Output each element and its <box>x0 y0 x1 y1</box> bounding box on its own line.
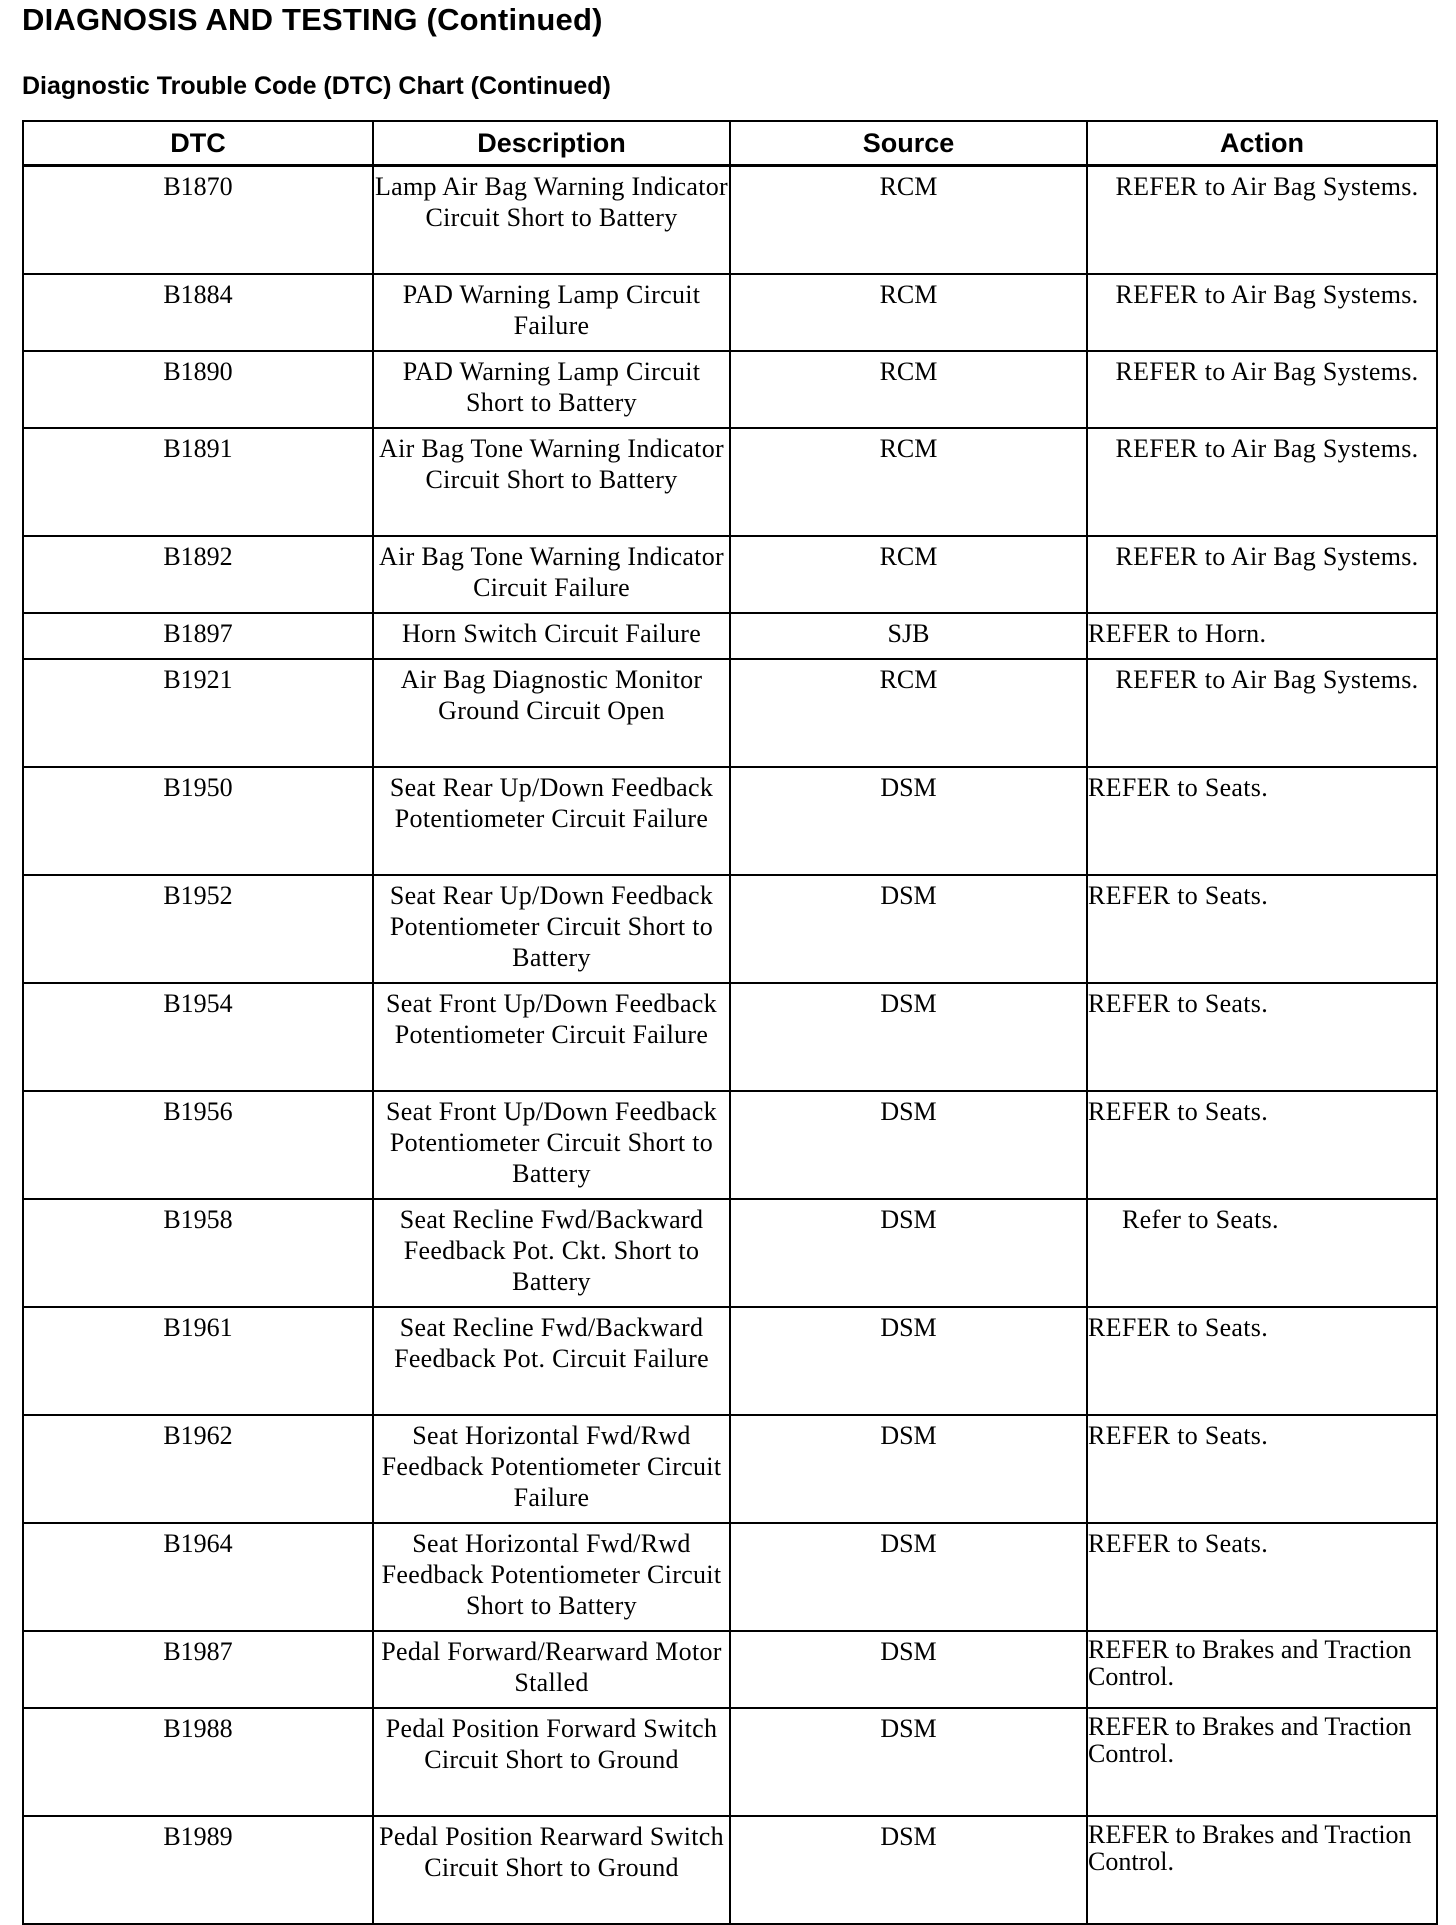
source-cell: DSM <box>730 983 1087 1091</box>
dtc-cell: B1954 <box>23 983 373 1091</box>
description-cell: PAD Warning Lamp Circuit Failure <box>373 274 730 351</box>
action-cell: REFER to Horn. <box>1087 613 1437 659</box>
source-cell: DSM <box>730 1415 1087 1523</box>
dtc-cell: B1950 <box>23 767 373 875</box>
source-cell: RCM <box>730 274 1087 351</box>
table-row <box>23 767 1437 875</box>
dtc-cell: B1958 <box>23 1199 373 1307</box>
dtc-cell: B1987 <box>23 1631 373 1708</box>
action-cell: REFER to Air Bag Systems. <box>1087 428 1437 536</box>
action-cell: REFER to Air Bag Systems. <box>1087 166 1437 275</box>
table-row <box>23 274 1437 351</box>
description-cell: Air Bag Tone Warning Indicator Circuit Short to Battery <box>373 428 730 536</box>
description-cell: Pedal Position Forward Switch Circuit Short to Ground <box>373 1708 730 1816</box>
description-cell: Horn Switch Circuit Failure <box>373 613 730 659</box>
description-cell: Seat Front Up/Down Feedback Potentiometer Circuit Failure <box>373 983 730 1091</box>
dtc-cell: B1961 <box>23 1307 373 1415</box>
table-row <box>23 1631 1437 1708</box>
table-row <box>23 1415 1437 1523</box>
action-cell: REFER to Seats. <box>1087 1091 1437 1199</box>
table-row <box>23 1199 1437 1307</box>
dtc-cell: B1989 <box>23 1816 373 1924</box>
table-row <box>23 1307 1437 1415</box>
source-cell: DSM <box>730 1307 1087 1415</box>
dtc-cell: B1870 <box>23 166 373 275</box>
description-cell: Lamp Air Bag Warning Indicator Circuit Short to Battery <box>373 166 730 275</box>
dtc-cell: B1952 <box>23 875 373 983</box>
source-cell: DSM <box>730 1199 1087 1307</box>
action-cell: REFER to Brakes and Traction Control. <box>1087 1631 1437 1708</box>
dtc-cell: B1964 <box>23 1523 373 1631</box>
source-cell: DSM <box>730 1091 1087 1199</box>
description-cell: Pedal Forward/Rearward Motor Stalled <box>373 1631 730 1708</box>
table-row <box>23 1091 1437 1199</box>
description-cell: Pedal Position Rearward Switch Circuit Short to Ground <box>373 1816 730 1924</box>
table-row <box>23 613 1437 659</box>
action-cell: REFER to Seats. <box>1087 1523 1437 1631</box>
description-cell: Seat Rear Up/Down Feedback Potentiometer Circuit Failure <box>373 767 730 875</box>
table-row <box>23 1523 1437 1631</box>
table-row <box>23 659 1437 767</box>
dtc-table <box>22 120 1438 1925</box>
source-cell: SJB <box>730 613 1087 659</box>
source-cell: DSM <box>730 1631 1087 1708</box>
table-row <box>23 1708 1437 1816</box>
action-cell: REFER to Seats. <box>1087 983 1437 1091</box>
dtc-cell: B1890 <box>23 351 373 428</box>
section-title: Diagnostic Trouble Code (DTC) Chart (Continued) <box>22 72 611 100</box>
description-cell: Air Bag Tone Warning Indicator Circuit Failure <box>373 536 730 613</box>
description-cell: Seat Rear Up/Down Feedback Potentiometer Circuit Short to Battery <box>373 875 730 983</box>
description-cell: PAD Warning Lamp Circuit Short to Battery <box>373 351 730 428</box>
source-cell: RCM <box>730 428 1087 536</box>
table-row <box>23 1816 1437 1924</box>
source-cell: DSM <box>730 875 1087 983</box>
action-cell: REFER to Air Bag Systems. <box>1087 659 1437 767</box>
description-cell: Seat Horizontal Fwd/Rwd Feedback Potentiometer Circuit Short to Battery <box>373 1523 730 1631</box>
action-cell: REFER to Air Bag Systems. <box>1087 536 1437 613</box>
source-cell: RCM <box>730 166 1087 275</box>
table-row <box>23 536 1437 613</box>
dtc-cell: B1884 <box>23 274 373 351</box>
table-row <box>23 351 1437 428</box>
dtc-cell: B1891 <box>23 428 373 536</box>
description-cell: Seat Horizontal Fwd/Rwd Feedback Potentiometer Circuit Failure <box>373 1415 730 1523</box>
action-cell: REFER to Air Bag Systems. <box>1087 351 1437 428</box>
dtc-cell: B1988 <box>23 1708 373 1816</box>
action-cell: REFER to Seats. <box>1087 767 1437 875</box>
table-row <box>23 983 1437 1091</box>
table-header-row <box>23 121 1437 166</box>
dtc-cell: B1897 <box>23 613 373 659</box>
source-cell: DSM <box>730 1523 1087 1631</box>
table-row <box>23 875 1437 983</box>
source-cell: DSM <box>730 767 1087 875</box>
description-cell: Seat Recline Fwd/Backward Feedback Pot. Ckt. Short to Battery <box>373 1199 730 1307</box>
table-row <box>23 428 1437 536</box>
description-cell: Air Bag Diagnostic Monitor Ground Circuit Open <box>373 659 730 767</box>
action-cell: REFER to Air Bag Systems. <box>1087 274 1437 351</box>
description-cell: Seat Front Up/Down Feedback Potentiometer Circuit Short to Battery <box>373 1091 730 1199</box>
dtc-cell: B1921 <box>23 659 373 767</box>
dtc-cell: B1892 <box>23 536 373 613</box>
source-cell: RCM <box>730 659 1087 767</box>
action-cell: REFER to Brakes and Traction Control. <box>1087 1708 1437 1816</box>
table-row <box>23 166 1437 275</box>
action-cell: Refer to Seats. <box>1087 1199 1437 1307</box>
source-cell: RCM <box>730 351 1087 428</box>
source-cell: DSM <box>730 1708 1087 1816</box>
dtc-cell: B1962 <box>23 1415 373 1523</box>
column-header-description: Description <box>373 121 730 166</box>
dtc-cell: B1956 <box>23 1091 373 1199</box>
page-title: DIAGNOSIS AND TESTING (Continued) <box>22 2 603 37</box>
action-cell: REFER to Seats. <box>1087 1415 1437 1523</box>
action-cell: REFER to Seats. <box>1087 875 1437 983</box>
source-cell: DSM <box>730 1816 1087 1924</box>
source-cell: RCM <box>730 536 1087 613</box>
action-cell: REFER to Brakes and Traction Control. <box>1087 1816 1437 1924</box>
description-cell: Seat Recline Fwd/Backward Feedback Pot. Circuit Failure <box>373 1307 730 1415</box>
column-header-dtc: DTC <box>23 121 373 166</box>
column-header-action: Action <box>1087 121 1437 166</box>
action-cell: REFER to Seats. <box>1087 1307 1437 1415</box>
column-header-source: Source <box>730 121 1087 166</box>
